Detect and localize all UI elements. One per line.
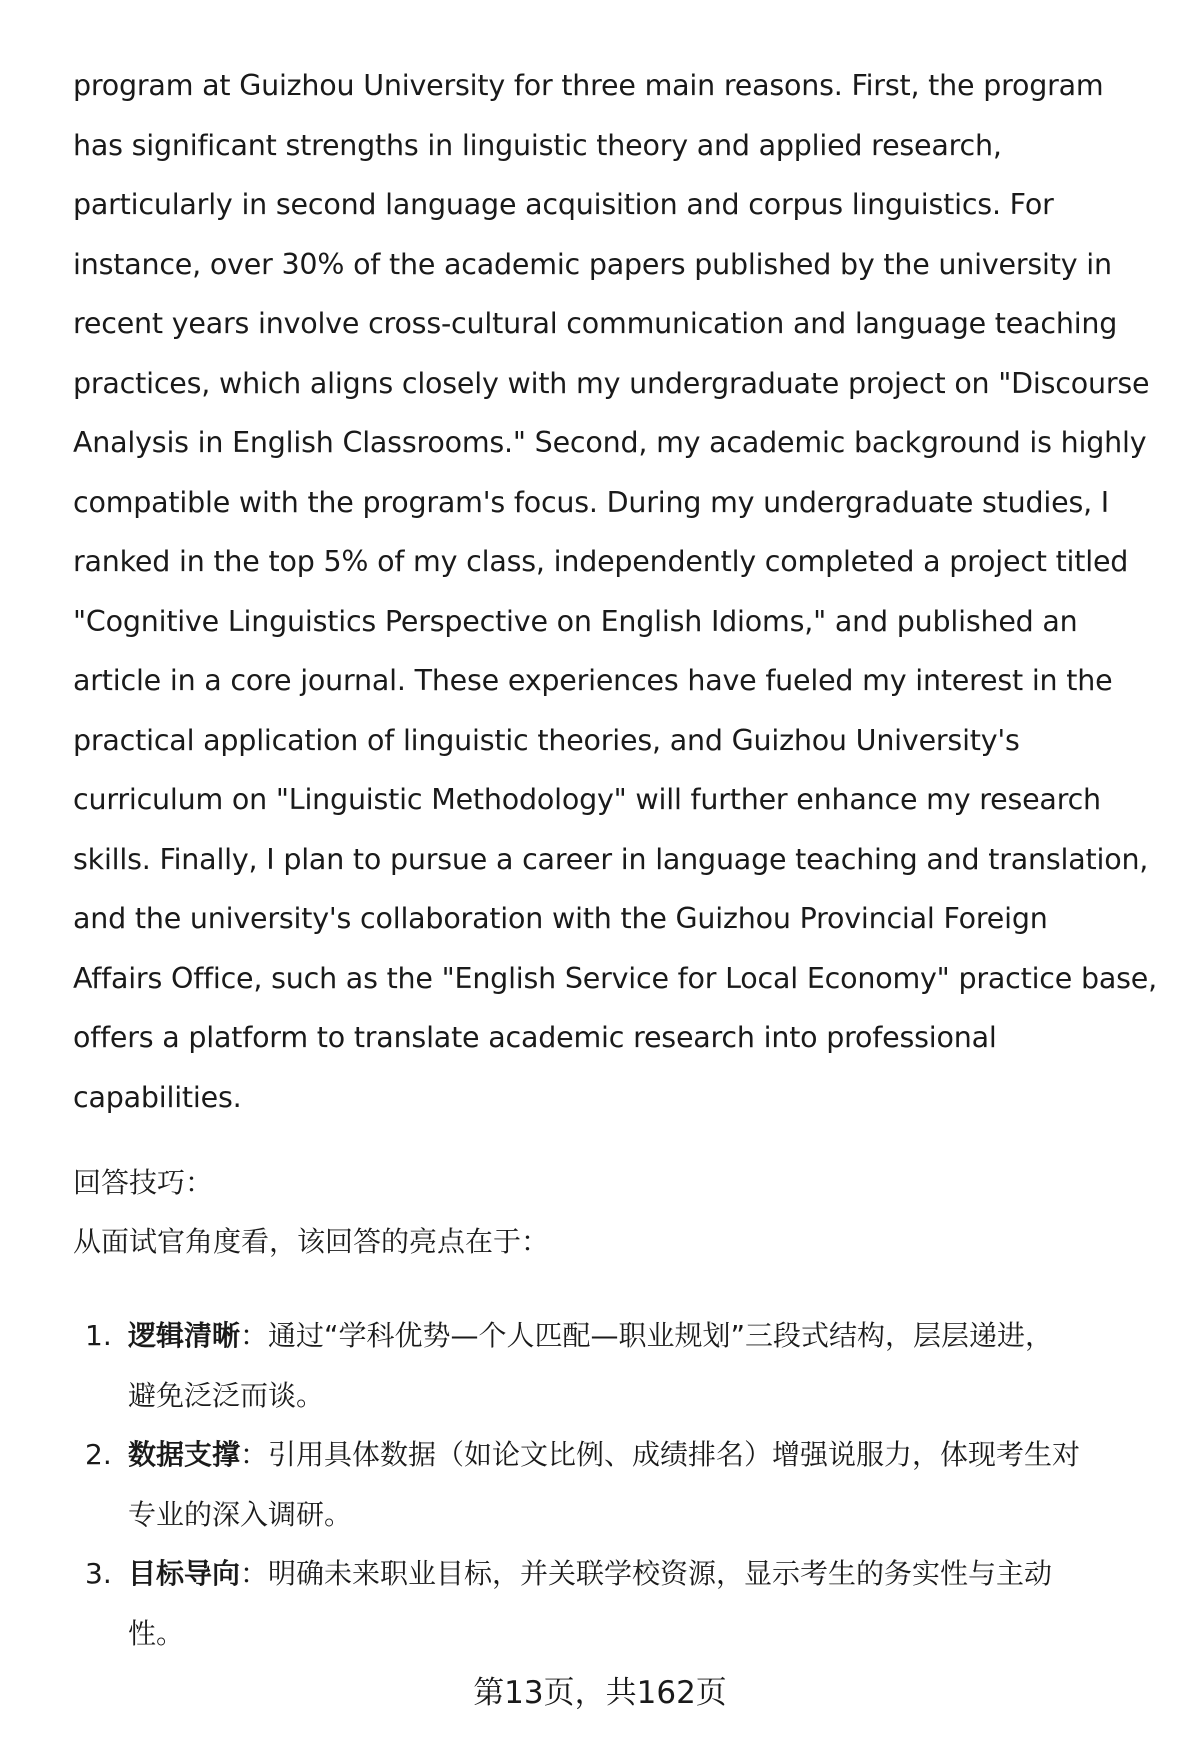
paragraph-line: curriculum on "Linguistic Methodology" will further enhance my research: [73, 783, 1101, 816]
tip-term: 目标导向: [128, 1557, 241, 1590]
paragraph-line: instance, over 30% of the academic papers published by the university in: [73, 247, 1112, 281]
paragraph-line: "Cognitive Linguistics Perspective on English Idioms," and published an: [73, 604, 1078, 638]
paragraph-line: program at Guizhou University for three main reasons. First, the program: [73, 69, 1104, 102]
tip-item: [73, 1425, 1163, 1544]
paragraph-line: particularly in second language acquisition and corpus linguistics. For: [73, 188, 1054, 221]
paragraph-line: offers a platform to translate academic research into professional: [73, 1021, 997, 1054]
tip-text: ：明确未来职业目标，并关联学校资源，显示考生的务实性与主动: [240, 1557, 1053, 1590]
tip-text: ：通过“学科优势—个人匹配—职业规划”三段式结构，层层递进，: [240, 1319, 1054, 1352]
tip-number: 1.: [85, 1319, 112, 1352]
paragraph-line: Analysis in English Classrooms." Second, my academic background is highly: [73, 426, 1147, 459]
tip-text-continued: 性。: [128, 1616, 185, 1650]
paragraph-line: Affairs Office, such as the "English Service for Local Economy" practice base,: [73, 961, 1157, 995]
paragraph-line: article in a core journal. These experiences have fueled my interest in the: [73, 664, 1113, 697]
answer-paragraph: [73, 56, 1163, 1127]
tips-intro: 从面试官角度看，该回答的亮点在于：: [73, 1225, 550, 1258]
paragraph-line: ranked in the top 5% of my class, independently completed a project titled: [73, 545, 1129, 578]
tip-text-continued: 专业的深入调研。: [128, 1497, 353, 1531]
paragraph-line: compatible with the program's focus. During my undergraduate studies, I: [73, 485, 1110, 519]
tip-term: 数据支撑: [128, 1438, 241, 1471]
paragraph-line: has significant strengths in linguistic theory and applied research,: [73, 128, 1002, 162]
tip-number: 3.: [85, 1557, 112, 1590]
page-number-footer: 第13页，共162页: [473, 1675, 727, 1711]
paragraph-line: practices, which aligns closely with my undergraduate project on "Discourse: [73, 366, 1150, 400]
tip-text: ：引用具体数据（如论文比例、成绩排名）增强说服力，体现考生对: [240, 1438, 1081, 1471]
tip-number: 2.: [85, 1438, 112, 1471]
tip-item: [73, 1544, 1163, 1663]
paragraph-line: recent years involve cross-cultural communication and language teaching: [73, 307, 1118, 340]
tip-text-continued: 避免泛泛而谈。: [128, 1378, 325, 1412]
tip-item: [73, 1306, 1163, 1425]
paragraph-line: capabilities.: [73, 1080, 242, 1114]
paragraph-line: skills. Finally, I plan to pursue a career in language teaching and translation,: [73, 842, 1149, 876]
tips-list: [73, 1306, 1163, 1663]
paragraph-line: practical application of linguistic theories, and Guizhou University's: [73, 723, 1020, 757]
paragraph-line: and the university's collaboration with the Guizhou Provincial Foreign: [73, 902, 1048, 935]
tip-term: 逻辑清晰: [128, 1319, 241, 1352]
tips-heading: 回答技巧：: [73, 1166, 214, 1199]
